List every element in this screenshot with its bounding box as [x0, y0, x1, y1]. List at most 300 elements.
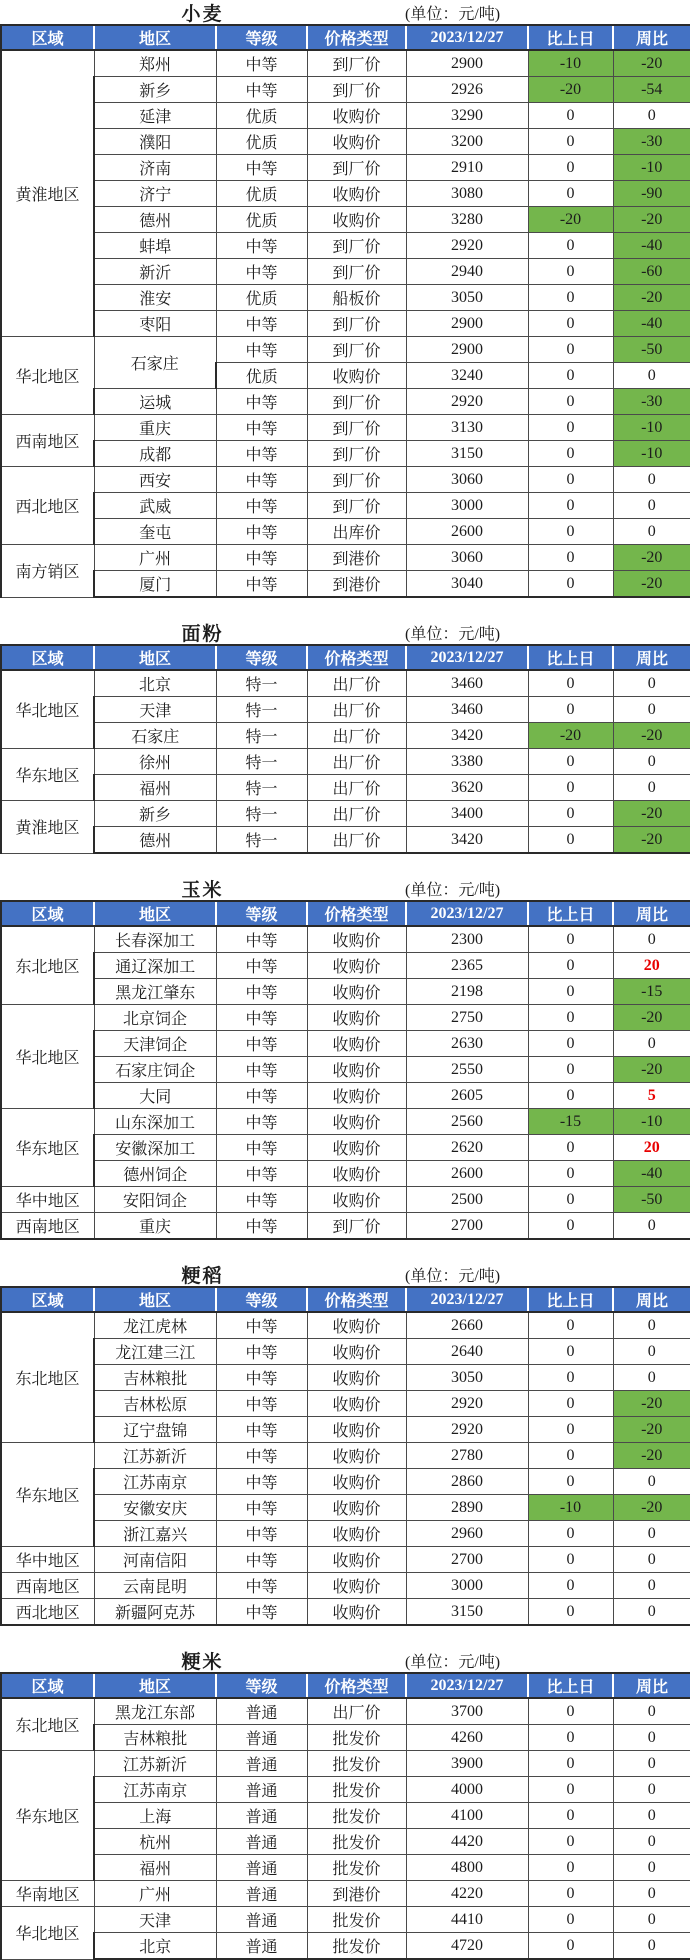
section-gap — [0, 854, 690, 876]
section-title: 粳稻 — [181, 1265, 224, 1287]
column-header: 2023/12/27 — [406, 25, 528, 50]
header-row — [1, 1673, 690, 1698]
price-type-cell: 出厂价 — [307, 1698, 406, 1725]
place-cell: 石家庄饲企 — [94, 1057, 216, 1083]
price-cell: 4260 — [406, 1725, 528, 1751]
region-cell: 华东地区 — [1, 1751, 94, 1881]
grade-cell: 优质 — [216, 103, 307, 129]
table-row — [1, 77, 690, 103]
grade-cell: 普通 — [216, 1907, 307, 1933]
table-row — [1, 103, 690, 129]
table-row — [1, 441, 690, 467]
table-row — [1, 1109, 690, 1135]
grade-cell: 中等 — [216, 1109, 307, 1135]
grade-cell: 中等 — [216, 1312, 307, 1339]
table-row — [1, 1135, 690, 1161]
price-type-cell: 到厂价 — [307, 1213, 406, 1240]
column-header: 周比 — [613, 901, 690, 926]
table-row — [1, 670, 690, 697]
week-change-cell: 20 — [613, 1135, 690, 1161]
week-change-cell: -20 — [613, 1391, 690, 1417]
price-cell: 4720 — [406, 1933, 528, 1960]
table-row — [1, 1933, 690, 1960]
week-change-cell: -30 — [613, 389, 690, 415]
table-row — [1, 1005, 690, 1031]
week-change-cell: 0 — [613, 1777, 690, 1803]
price-type-cell: 收购价 — [307, 1005, 406, 1031]
price-type-cell: 收购价 — [307, 181, 406, 207]
day-change-cell: 0 — [528, 775, 613, 801]
unit-label: (单位：元/吨) — [405, 5, 501, 23]
place-cell: 郑州 — [94, 50, 216, 77]
grade-cell: 普通 — [216, 1698, 307, 1725]
day-change-cell: -20 — [528, 723, 613, 749]
day-change-cell: 0 — [528, 1751, 613, 1777]
table-row — [1, 415, 690, 441]
week-change-cell: 0 — [613, 1312, 690, 1339]
day-change-cell: 0 — [528, 1443, 613, 1469]
price-type-cell: 收购价 — [307, 1339, 406, 1365]
week-change-cell: 0 — [613, 775, 690, 801]
grade-cell: 中等 — [216, 337, 307, 363]
price-cell: 2560 — [406, 1109, 528, 1135]
column-header: 区域 — [1, 25, 94, 50]
day-change-cell: 0 — [528, 1417, 613, 1443]
column-header: 等级 — [216, 645, 307, 670]
table-row — [1, 1803, 690, 1829]
place-cell: 广州 — [94, 545, 216, 571]
column-header: 地区 — [94, 25, 216, 50]
price-cell: 2198 — [406, 979, 528, 1005]
table-row — [1, 1443, 690, 1469]
table-row — [1, 1187, 690, 1213]
price-cell: 3240 — [406, 363, 528, 389]
price-type-cell: 批发价 — [307, 1777, 406, 1803]
place-cell: 蚌埠 — [94, 233, 216, 259]
day-change-cell: 0 — [528, 1599, 613, 1626]
price-cell: 3460 — [406, 697, 528, 723]
price-cell: 2910 — [406, 155, 528, 181]
grade-cell: 特一 — [216, 670, 307, 697]
header-row — [1, 901, 690, 926]
day-change-cell: 0 — [528, 1803, 613, 1829]
table-row — [1, 1083, 690, 1109]
week-change-cell: -20 — [613, 50, 690, 77]
place-cell: 石家庄 — [94, 337, 216, 389]
place-cell: 北京 — [94, 1933, 216, 1960]
region-cell: 东北地区 — [1, 1698, 94, 1751]
grade-cell: 中等 — [216, 1005, 307, 1031]
price-cell: 3460 — [406, 670, 528, 697]
week-change-cell: 0 — [613, 519, 690, 545]
price-type-cell: 到厂价 — [307, 311, 406, 337]
grade-cell: 普通 — [216, 1751, 307, 1777]
week-change-cell: 0 — [613, 467, 690, 493]
price-type-cell: 出库价 — [307, 519, 406, 545]
price-cell: 3900 — [406, 1751, 528, 1777]
price-type-cell: 收购价 — [307, 1443, 406, 1469]
grade-cell: 普通 — [216, 1829, 307, 1855]
price-type-cell: 出厂价 — [307, 775, 406, 801]
price-type-cell: 收购价 — [307, 1365, 406, 1391]
price-type-cell: 批发价 — [307, 1803, 406, 1829]
column-header: 2023/12/27 — [406, 1673, 528, 1698]
price-type-cell: 收购价 — [307, 1599, 406, 1626]
grade-cell: 优质 — [216, 363, 307, 389]
week-change-cell: 0 — [613, 1881, 690, 1907]
grade-cell: 中等 — [216, 233, 307, 259]
region-cell: 华中地区 — [1, 1547, 94, 1573]
column-header: 价格类型 — [307, 901, 406, 926]
table-row — [1, 775, 690, 801]
table-row — [1, 129, 690, 155]
grade-cell: 中等 — [216, 1057, 307, 1083]
table-row — [1, 545, 690, 571]
section-gap — [0, 1240, 690, 1262]
grade-cell: 中等 — [216, 1135, 307, 1161]
price-cell: 3130 — [406, 415, 528, 441]
place-cell: 黑龙江东部 — [94, 1698, 216, 1725]
header-row — [1, 645, 690, 670]
price-type-cell: 到港价 — [307, 1881, 406, 1907]
region-cell: 西北地区 — [1, 467, 94, 545]
price-type-cell: 出厂价 — [307, 827, 406, 854]
day-change-cell: 0 — [528, 545, 613, 571]
place-cell: 江苏新沂 — [94, 1443, 216, 1469]
column-header: 价格类型 — [307, 1287, 406, 1312]
grade-cell: 优质 — [216, 129, 307, 155]
grade-cell: 中等 — [216, 259, 307, 285]
price-type-cell: 到厂价 — [307, 155, 406, 181]
table-row — [1, 926, 690, 953]
price-cell: 3060 — [406, 545, 528, 571]
price-type-cell: 收购价 — [307, 1187, 406, 1213]
day-change-cell: 0 — [528, 1725, 613, 1751]
day-change-cell: 0 — [528, 493, 613, 519]
column-header: 周比 — [613, 645, 690, 670]
price-type-cell: 到厂价 — [307, 389, 406, 415]
table-row — [1, 1057, 690, 1083]
grade-cell: 中等 — [216, 1365, 307, 1391]
grade-cell: 普通 — [216, 1777, 307, 1803]
section-gap — [0, 1626, 690, 1648]
day-change-cell: 0 — [528, 1057, 613, 1083]
grade-cell: 中等 — [216, 1443, 307, 1469]
place-cell: 江苏南京 — [94, 1469, 216, 1495]
unit-label: (单位：元/吨) — [405, 1267, 501, 1285]
place-cell: 德州饲企 — [94, 1161, 216, 1187]
table-row — [1, 1469, 690, 1495]
region-cell: 东北地区 — [1, 1312, 94, 1443]
region-cell: 黄淮地区 — [1, 801, 94, 854]
place-cell: 濮阳 — [94, 129, 216, 155]
price-cell: 2920 — [406, 1417, 528, 1443]
table-row — [1, 1495, 690, 1521]
day-change-cell: 0 — [528, 953, 613, 979]
grade-cell: 中等 — [216, 467, 307, 493]
day-change-cell: 0 — [528, 1161, 613, 1187]
place-cell: 福州 — [94, 775, 216, 801]
price-cell: 4000 — [406, 1777, 528, 1803]
table-row — [1, 1698, 690, 1725]
place-cell: 江苏南京 — [94, 1777, 216, 1803]
week-change-cell: 0 — [613, 1599, 690, 1626]
week-change-cell: -10 — [613, 155, 690, 181]
week-change-cell: -20 — [613, 1005, 690, 1031]
price-type-cell: 到港价 — [307, 545, 406, 571]
price-cell: 2750 — [406, 1005, 528, 1031]
day-change-cell: 0 — [528, 259, 613, 285]
region-cell: 华南地区 — [1, 1881, 94, 1907]
table-row — [1, 697, 690, 723]
price-type-cell: 到厂价 — [307, 415, 406, 441]
day-change-cell: 0 — [528, 467, 613, 493]
week-change-cell: 0 — [613, 1933, 690, 1960]
price-type-cell: 收购价 — [307, 1469, 406, 1495]
place-cell: 厦门 — [94, 571, 216, 598]
price-cell: 3380 — [406, 749, 528, 775]
table-row — [1, 1365, 690, 1391]
price-type-cell: 到厂价 — [307, 259, 406, 285]
place-cell: 山东深加工 — [94, 1109, 216, 1135]
table-row — [1, 389, 690, 415]
price-type-cell: 收购价 — [307, 363, 406, 389]
section-title-row — [0, 1648, 690, 1672]
price-cell: 2890 — [406, 1495, 528, 1521]
column-header: 比上日 — [528, 645, 613, 670]
place-cell: 黑龙江肇东 — [94, 979, 216, 1005]
column-header: 价格类型 — [307, 25, 406, 50]
day-change-cell: 0 — [528, 1777, 613, 1803]
grade-cell: 特一 — [216, 697, 307, 723]
price-table — [0, 644, 690, 854]
place-cell: 吉林粮批 — [94, 1365, 216, 1391]
day-change-cell: 0 — [528, 979, 613, 1005]
place-cell: 济宁 — [94, 181, 216, 207]
week-change-cell: -20 — [613, 545, 690, 571]
table-row — [1, 233, 690, 259]
price-cell: 3620 — [406, 775, 528, 801]
table-row — [1, 467, 690, 493]
grade-cell: 优质 — [216, 181, 307, 207]
grade-cell: 中等 — [216, 1213, 307, 1240]
price-cell: 3400 — [406, 801, 528, 827]
week-change-cell: -10 — [613, 441, 690, 467]
place-cell: 新乡 — [94, 77, 216, 103]
day-change-cell: 0 — [528, 1469, 613, 1495]
week-change-cell: 0 — [613, 1547, 690, 1573]
price-type-cell: 收购价 — [307, 103, 406, 129]
place-cell: 济南 — [94, 155, 216, 181]
place-cell: 天津 — [94, 697, 216, 723]
table-row — [1, 827, 690, 854]
week-change-cell: 0 — [613, 1725, 690, 1751]
price-type-cell: 收购价 — [307, 1417, 406, 1443]
week-change-cell: -20 — [613, 827, 690, 854]
region-cell: 西北地区 — [1, 1599, 94, 1626]
price-cell: 3080 — [406, 181, 528, 207]
day-change-cell: -10 — [528, 1495, 613, 1521]
table-row — [1, 337, 690, 363]
week-change-cell: 20 — [613, 953, 690, 979]
place-cell: 长春深加工 — [94, 926, 216, 953]
day-change-cell: 0 — [528, 441, 613, 467]
table-row — [1, 1339, 690, 1365]
price-table — [0, 24, 690, 598]
table-row — [1, 953, 690, 979]
price-cell: 4100 — [406, 1803, 528, 1829]
table-row — [1, 1031, 690, 1057]
price-type-cell: 收购价 — [307, 1057, 406, 1083]
price-table — [0, 1286, 690, 1626]
grade-cell: 中等 — [216, 519, 307, 545]
grade-cell: 中等 — [216, 1417, 307, 1443]
place-cell: 杭州 — [94, 1829, 216, 1855]
place-cell: 浙江嘉兴 — [94, 1521, 216, 1547]
week-change-cell: -20 — [613, 285, 690, 311]
price-cell: 3150 — [406, 441, 528, 467]
week-change-cell: -10 — [613, 1109, 690, 1135]
price-cell: 2620 — [406, 1135, 528, 1161]
column-header: 区域 — [1, 901, 94, 926]
day-change-cell: 0 — [528, 129, 613, 155]
grade-cell: 中等 — [216, 1187, 307, 1213]
week-change-cell: 0 — [613, 103, 690, 129]
price-cell: 2900 — [406, 337, 528, 363]
day-change-cell: 0 — [528, 181, 613, 207]
week-change-cell: 0 — [613, 670, 690, 697]
week-change-cell: -20 — [613, 1443, 690, 1469]
column-header: 地区 — [94, 645, 216, 670]
place-cell: 大同 — [94, 1083, 216, 1109]
price-type-cell: 收购价 — [307, 1135, 406, 1161]
day-change-cell: -15 — [528, 1109, 613, 1135]
grade-cell: 中等 — [216, 571, 307, 598]
price-type-cell: 收购价 — [307, 1031, 406, 1057]
grade-cell: 特一 — [216, 827, 307, 854]
grade-cell: 中等 — [216, 493, 307, 519]
grade-cell: 中等 — [216, 1573, 307, 1599]
week-change-cell: -20 — [613, 571, 690, 598]
week-change-cell: 0 — [613, 363, 690, 389]
place-cell: 成都 — [94, 441, 216, 467]
week-change-cell: 0 — [613, 749, 690, 775]
table-row — [1, 1725, 690, 1751]
column-header: 区域 — [1, 1673, 94, 1698]
grade-cell: 中等 — [216, 389, 307, 415]
place-cell: 运城 — [94, 389, 216, 415]
price-type-cell: 到厂价 — [307, 493, 406, 519]
price-type-cell: 收购价 — [307, 1547, 406, 1573]
day-change-cell: 0 — [528, 749, 613, 775]
grade-cell: 中等 — [216, 77, 307, 103]
table-row — [1, 1161, 690, 1187]
price-cell: 3700 — [406, 1698, 528, 1725]
price-cell: 3000 — [406, 1573, 528, 1599]
price-type-cell: 到厂价 — [307, 233, 406, 259]
week-change-cell: -10 — [613, 415, 690, 441]
table-row — [1, 1312, 690, 1339]
week-change-cell: 0 — [613, 1339, 690, 1365]
table-row — [1, 311, 690, 337]
table-row — [1, 1777, 690, 1803]
section-title: 粳米 — [181, 1651, 224, 1673]
table-row — [1, 1751, 690, 1777]
week-change-cell: -50 — [613, 1187, 690, 1213]
grade-cell: 中等 — [216, 545, 307, 571]
week-change-cell: 0 — [613, 1031, 690, 1057]
week-change-cell: 0 — [613, 1213, 690, 1240]
day-change-cell: 0 — [528, 415, 613, 441]
table-row — [1, 519, 690, 545]
column-header: 周比 — [613, 1673, 690, 1698]
price-cell: 2960 — [406, 1521, 528, 1547]
place-cell: 北京 — [94, 670, 216, 697]
price-type-cell: 收购价 — [307, 1521, 406, 1547]
grade-cell: 中等 — [216, 1495, 307, 1521]
place-cell: 德州 — [94, 207, 216, 233]
grade-cell: 普通 — [216, 1803, 307, 1829]
grade-cell: 普通 — [216, 1725, 307, 1751]
place-cell: 枣阳 — [94, 311, 216, 337]
price-type-cell: 出厂价 — [307, 670, 406, 697]
grade-cell: 中等 — [216, 311, 307, 337]
week-change-cell: -20 — [613, 207, 690, 233]
place-cell: 广州 — [94, 1881, 216, 1907]
week-change-cell: 0 — [613, 926, 690, 953]
place-cell: 吉林粮批 — [94, 1725, 216, 1751]
price-table — [0, 1672, 690, 1960]
section-title-row — [0, 876, 690, 900]
price-cell: 2900 — [406, 50, 528, 77]
grade-cell: 中等 — [216, 441, 307, 467]
place-cell: 西安 — [94, 467, 216, 493]
price-cell: 3150 — [406, 1599, 528, 1626]
grade-cell: 中等 — [216, 1161, 307, 1187]
day-change-cell: 0 — [528, 1391, 613, 1417]
price-cell: 3290 — [406, 103, 528, 129]
week-change-cell: 0 — [613, 1469, 690, 1495]
column-header: 等级 — [216, 1287, 307, 1312]
unit-label: (单位：元/吨) — [405, 1653, 501, 1671]
column-header: 区域 — [1, 1287, 94, 1312]
grade-cell: 特一 — [216, 749, 307, 775]
grade-cell: 中等 — [216, 415, 307, 441]
day-change-cell: 0 — [528, 1312, 613, 1339]
table-row — [1, 801, 690, 827]
grade-cell: 中等 — [216, 50, 307, 77]
price-cell: 2660 — [406, 1312, 528, 1339]
column-header: 区域 — [1, 645, 94, 670]
grade-cell: 中等 — [216, 1339, 307, 1365]
place-cell: 北京饲企 — [94, 1005, 216, 1031]
price-cell: 2926 — [406, 77, 528, 103]
place-cell: 通辽深加工 — [94, 953, 216, 979]
price-type-cell: 收购价 — [307, 953, 406, 979]
price-type-cell: 批发价 — [307, 1751, 406, 1777]
grade-cell: 中等 — [216, 926, 307, 953]
column-header: 价格类型 — [307, 1673, 406, 1698]
grade-cell: 普通 — [216, 1933, 307, 1960]
price-type-cell: 到厂价 — [307, 77, 406, 103]
grade-cell: 中等 — [216, 1547, 307, 1573]
table-row — [1, 1881, 690, 1907]
table-row — [1, 1907, 690, 1933]
price-type-cell: 收购价 — [307, 1573, 406, 1599]
place-cell: 河南信阳 — [94, 1547, 216, 1573]
week-change-cell: -54 — [613, 77, 690, 103]
grade-cell: 普通 — [216, 1855, 307, 1881]
